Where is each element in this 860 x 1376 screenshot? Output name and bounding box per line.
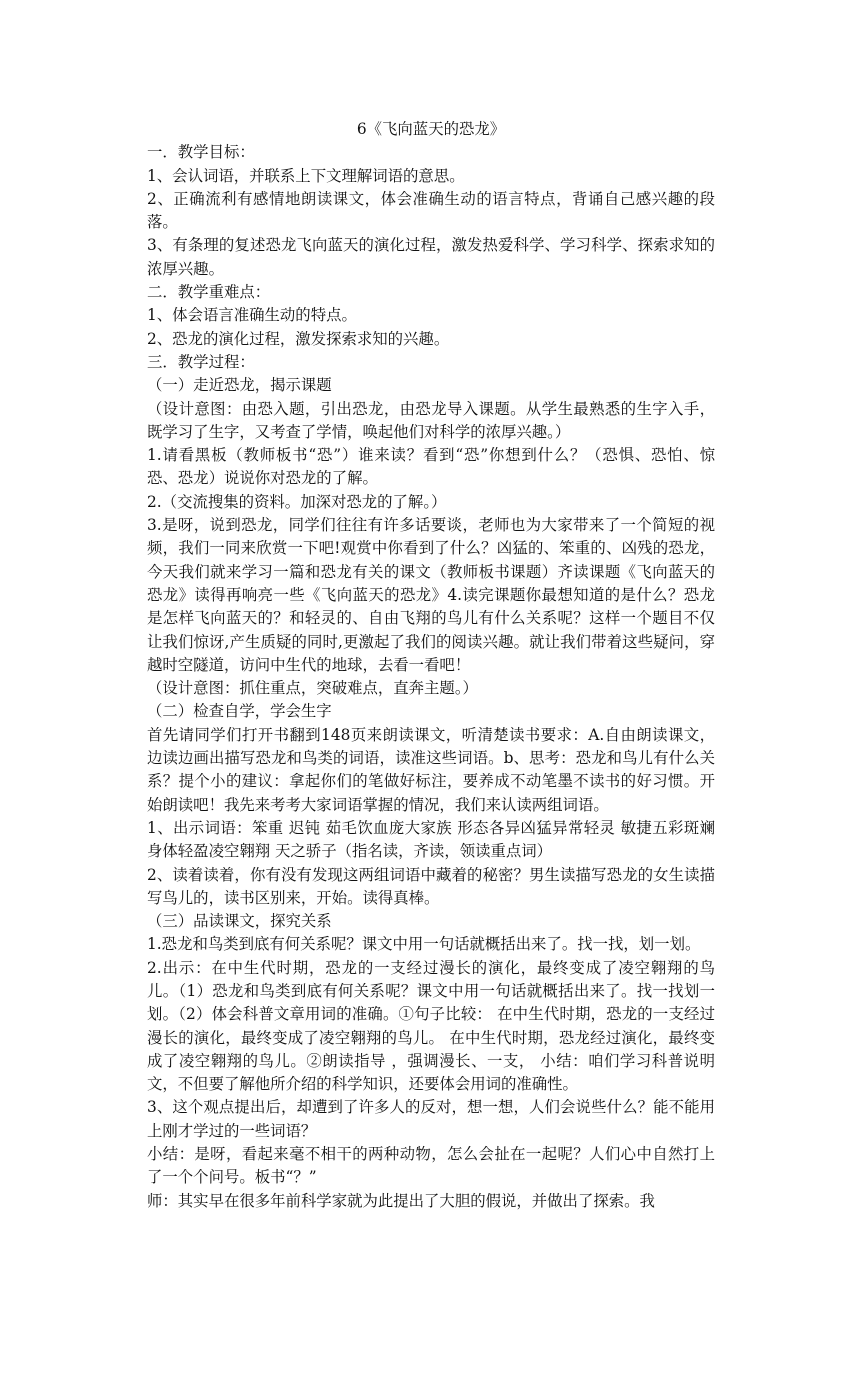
analysis-step-2: 2.出示：在中生代时期，恐龙的一支经过漫长的演化，最终变成了凌空翱翔的鸟儿。（1）恐龙和鸟类到底有何关系呢？课文中用一句话就概括出来了。找一找划一划。（2）体会科普文章用词的准确。①句子比较： 在中生代时期，恐龙的一支经过漫长的演化，最终变成了凌空翱翔的鸟儿。 在中生代时期，恐龙经过演化，最终变成了凌空翱翔的鸟儿。②朗读指导 ，强调漫长、一支， 小结：咱们学习科普说明文，不但要了解他所介绍的科学知识，还要体会用词的准确性。 — [147, 958, 715, 1094]
process-step-1: 1.请看黑板（教师板书“恐”）谁来读？看到“恐”你想到什么？（恐惧、恐怕、惊恐、恐龙）说说你对恐龙的了解。 — [147, 446, 715, 488]
document-page — [147, 118, 715, 1213]
design-intent-1: （设计意图：由恐入题，引出恐龙，由恐龙导入课题。从学生最熟悉的生字入手，既学习了生字，又考查了学情，唤起他们对科学的浓厚兴趣。） — [147, 399, 715, 441]
subsection-heading-3: （三）品读课文，探究关系 — [147, 912, 332, 931]
self-study-paragraph: 首先请同学们打开书翻到148页来朗读课文，听清楚读书要求：A.自由朗读课文，边读边画出描写恐龙和鸟类的词语，读准这些词语。b、思考：恐龙和鸟儿有什么关系？提个小的建议：拿起你们的笔做好标注，要养成不动笔墨不读书的好习惯。开始朗读吧！我先来考考大家词语掌握的情况，我们来认读两组词语。 — [147, 725, 715, 814]
subsection-heading-1: （一）走近恐龙，揭示课题 — [147, 376, 332, 395]
section-heading-objectives: 一．教学目标： — [147, 143, 255, 162]
section-heading-key-points: 二．教学重难点： — [147, 283, 271, 302]
process-step-3: 3.是呀，说到恐龙，同学们往往有许多话要谈，老师也为大家带来了一个简短的视频，我们一同来欣赏一下吧!观赏中你看到了什么？凶猛的、笨重的、凶残的恐龙，今天我们就来学习一篇和恐龙有关的课文（教师板书课题）齐读课题《飞向蓝天的恐龙》读得再响亮一些《飞向蓝天的恐龙》4.读完课题你最想知道的是什么？恐龙是怎样飞向蓝天的？和轻灵的、自由飞翔的鸟儿有什么关系呢？这样一个题目不仅让我们惊讶,产生质疑的同时,更激起了我们的阅读兴趣。就让我们带着这些疑问，穿越时空隧道，访问中生代的地球，去看一看吧！ — [147, 516, 715, 674]
objective-3: 3、有条理的复述恐龙飞向蓝天的演化过程，激发热爱科学、学习科学、探索求知的浓厚兴趣。 — [147, 236, 715, 278]
vocabulary-step-1: 1、出示词语：笨重 迟钝 茹毛饮血庞大家族 形态各异凶猛异常轻灵 敏捷五彩斑斓身体轻盈凌空翱翔 天之骄子（指名读，齐读，领读重点词） — [147, 818, 715, 861]
objective-1: 1、会认词语，并联系上下文理解词语的意思。 — [147, 166, 465, 185]
analysis-step-1: 1.恐龙和鸟类到底有何关系呢？课文中用一句话就概括出来了。找一找，划一划。 — [147, 935, 701, 954]
subsection-heading-2: （二）检查自学，学会生字 — [147, 702, 332, 721]
summary-paragraph: 小结：是呀，看起来毫不相干的两种动物，怎么会扯在一起呢？人们心中自然打上了一个个问号。板书“？” — [147, 1145, 715, 1187]
objective-2: 2、正确流利有感情地朗读课文，体会准确生动的语言特点，背诵自己感兴趣的段落。 — [147, 189, 715, 232]
section-heading-process: 三．教学过程： — [147, 352, 255, 371]
vocabulary-step-2: 2、读着读着，你有没有发现这两组词语中藏着的秘密？男生读描写恐龙的女生读描写鸟儿的，读书区别来，开始。读得真棒。 — [147, 865, 715, 907]
key-point-2: 2、恐龙的演化过程，激发探索求知的兴趣。 — [147, 329, 450, 348]
analysis-step-3: 3、这个观点提出后，却遭到了许多人的反对，想一想，人们会说些什么？能不能用上刚才学过的一些词语？ — [147, 1098, 715, 1140]
design-intent-2: （设计意图：抓住重点，突破难点，直奔主题。） — [147, 679, 478, 698]
key-point-1: 1、体会语言准确生动的特点。 — [147, 306, 357, 325]
document-title: 6《飞向蓝天的恐龙》 — [356, 120, 506, 138]
teacher-paragraph: 师：其实早在很多年前科学家就为此提出了大胆的假说，并做出了探索。我 — [147, 1191, 655, 1210]
process-step-2: 2.（交流搜集的资料。加深对恐龙的了解。） — [147, 492, 447, 511]
